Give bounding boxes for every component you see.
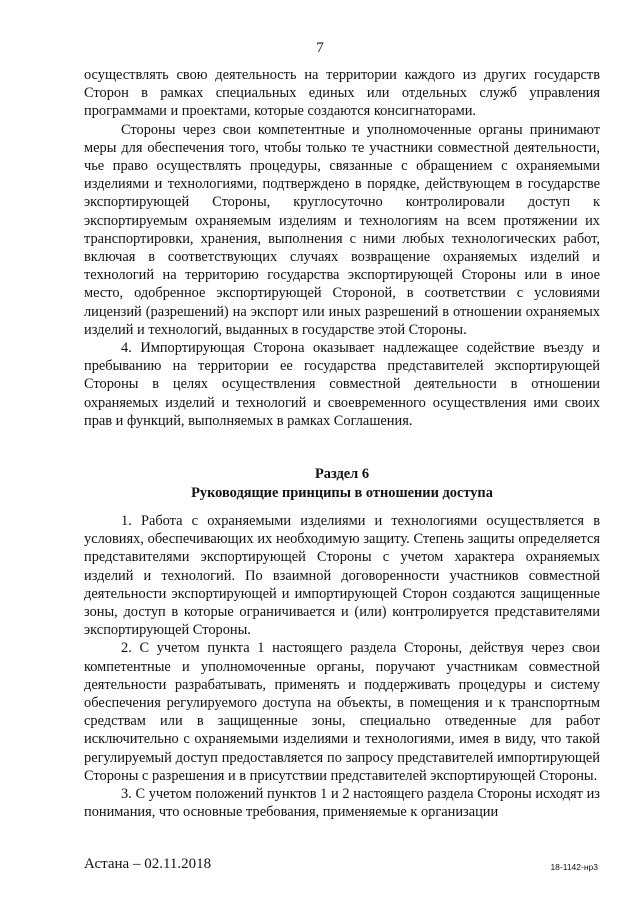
section-title: Руководящие принципы в отношении доступа (191, 484, 493, 501)
paragraph-item-3: 3. С учетом положений пунктов 1 и 2 настоящего раздела Стороны исходят из понимания, что основные требования, применяемые к организации (84, 786, 600, 821)
footer-doc-code: 18-1142-нр3 (550, 862, 598, 872)
body-text-section (84, 512, 600, 821)
paragraph-item-2: 2. С учетом пункта 1 настоящего раздела Стороны, действуя через свои компетентные и уполномоченные органы, поручают участникам совместной деятельности разрабатывать, применять и поддерживать процедуры и систему обеспечения регулируемого доступа на объекты, в помещения и к транспортным средствам или в защищенные зоны, специально отведенные для работ исключительно с охраняемыми изделиями и технологиями, имея в виду, что такой регулируемый доступ предоставляется по запросу представителей импортирующей Стороны с разрешения и в присутствии представителей экспортирующей Стороны. (84, 640, 600, 784)
footer-place-date: Астана – 02.11.2018 (84, 856, 212, 872)
body-text-top (84, 66, 600, 430)
paragraph-continuation: осуществлять свою деятельность на территории каждого из других государств Сторон в рамках специальных единых или отдельных служб управления программами и проектами, которые создаются консигнаторами. (84, 67, 600, 120)
page-number: 7 (316, 40, 324, 56)
paragraph-parties-measures: Стороны через свои компетентные и уполномоченные органы принимают меры для обеспечения того, чтобы только те участники совместной деятельности, чье право осуществлять процедуры, связанные с обращением с охраняемыми изделиями и технологиями, подтверждено в порядке, действующем в государстве экспортирующей Стороны, круглосуточно контролировали доступ к экспортируемым охраняемым изделиям и технологиям на всем протяжении их транспортировки, хранения, выполнения с ними любых технологических работ, включая в соответствующих случаях возвращение охраняемых изделий и технологий на территорию государства экспортирующей Стороны или в иное место, одобренное экспортирующей Стороной, в соответствии с условиями лицензий (разрешений) на экспорт или иных разрешений в отношении охраняемых изделий и технологий, выданных в государстве этой Стороны. (84, 121, 600, 338)
paragraph-item-1: 1. Работа с охраняемыми изделиями и технологиями осуществляется в условиях, обеспечивающих их необходимую защиту. Степень защиты определяется представителями экспортирующей Стороны с учетом характера охраняемых изделий и технологий. По взаимной договоренности участников совместной деятельности экспортирующей и импортирующей Сторон создаются защищенные зоны, доступ в которые ограничивается и (или) контролируется представителями экспортирующей Стороны. (84, 513, 600, 639)
paragraph-item-4: 4. Импортирующая Сторона оказывает надлежащее содействие въезду и пребыванию на территории ее государства представителей экспортирующей Стороны в целях осуществления совместной деятельности в отношении охраняемых изделий и технологий и своевременного осуществления ими своих прав и функций, выполняемых в рамках Соглашения. (84, 340, 600, 429)
section-heading (84, 465, 600, 502)
section-number: Раздел 6 (314, 466, 370, 482)
